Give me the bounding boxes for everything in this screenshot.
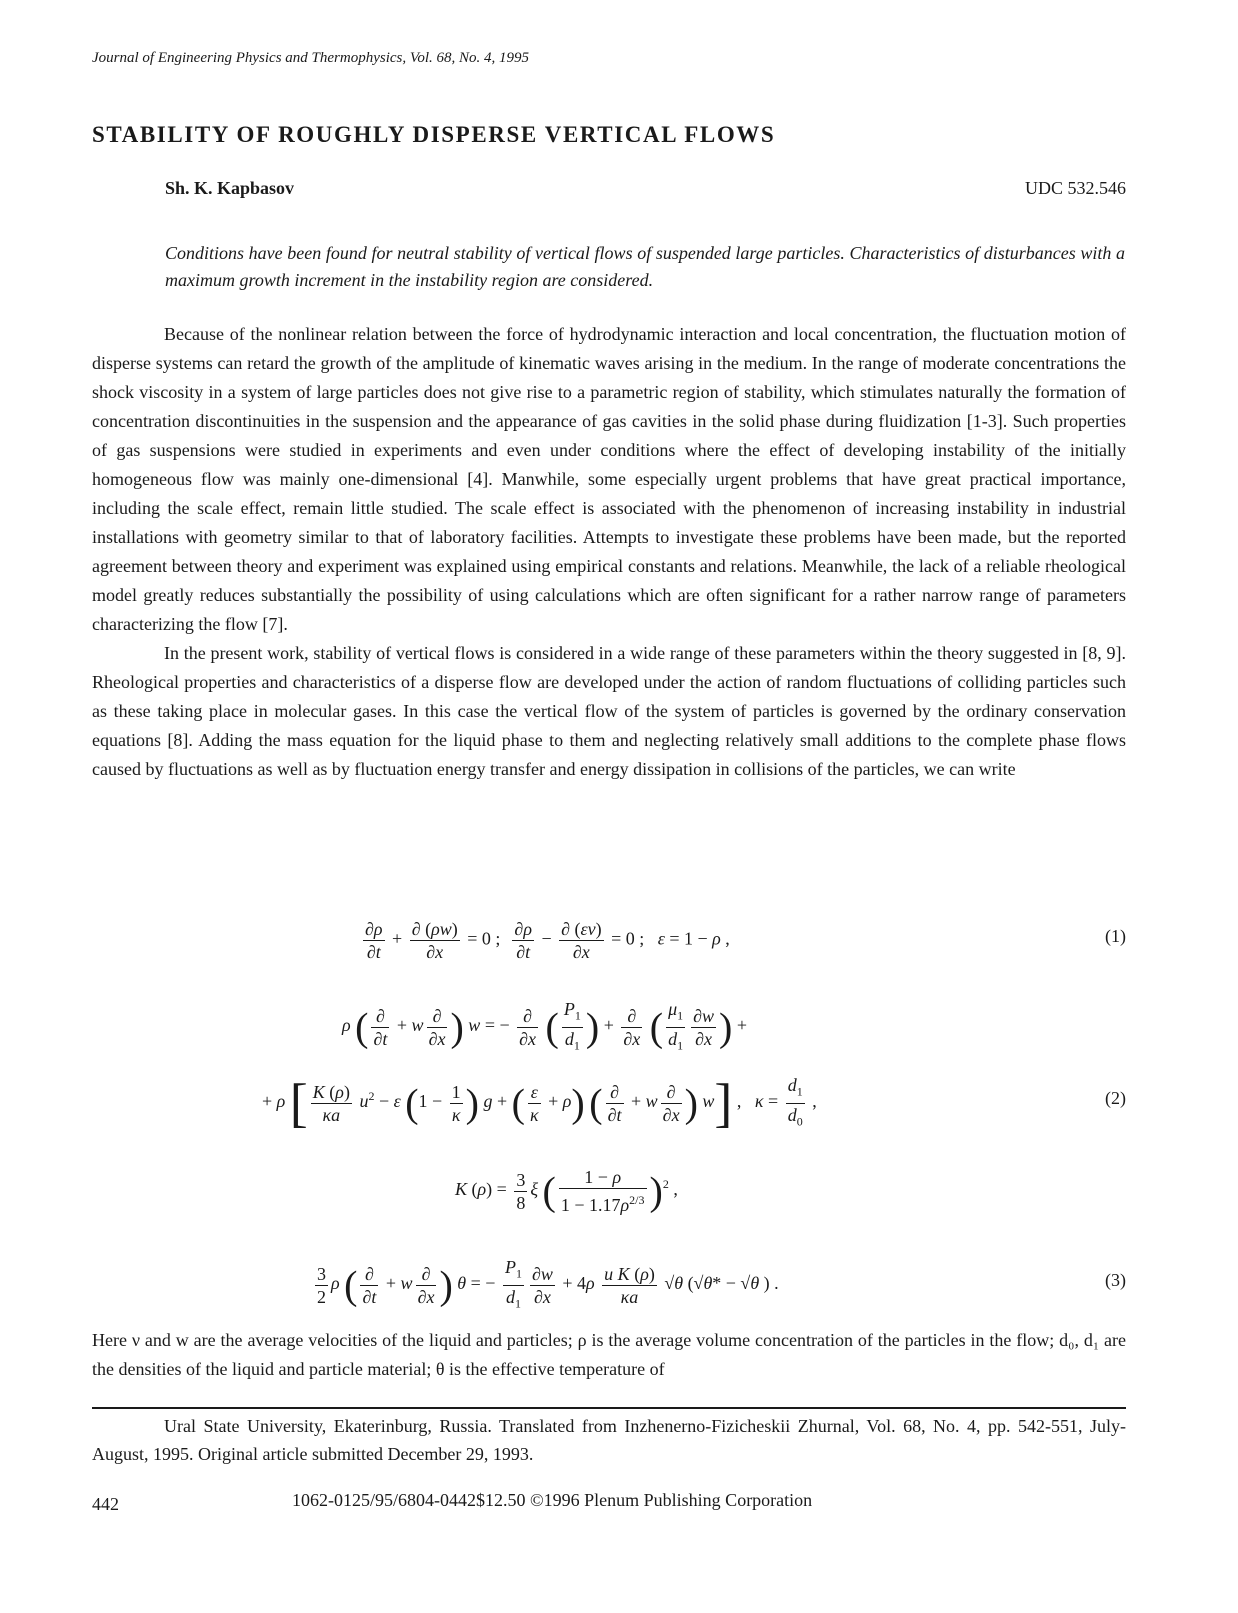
- abstract: Conditions have been found for neutral stability of vertical flows of suspended large particles. Characteristics of disturbances with a maximum growth increment in the instability region are considered.: [165, 243, 1125, 290]
- equation-2-number: (2): [1105, 1088, 1126, 1108]
- equation-k-rho: K (ρ) = $\frac{3}{8}$ ξ ( $\frac{1 - \rho}{1 - 1.17\rho^{2/3}}$ )$^2$ ,: [455, 1167, 678, 1215]
- journal-header: Journal of Engineering Physics and Thermophysics, Vol. 68, No. 4, 1995: [92, 50, 530, 66]
- equation-3-number: (3): [1105, 1270, 1126, 1290]
- equation-1: $\frac{\partial\rho}{\partial t}$ + $\frac{\partial (\rho w)}{\partial x}$ = 0 ; $\frac{\partial\rho}{\partial t}$ − $\frac{\partial (\varepsilon\nu)}{\partial x}$ = 0 ; ε = 1 − ρ ,: [365, 919, 730, 962]
- udc-code: UDC 532.546: [1024, 178, 1126, 198]
- equation-2-line-2: + ρ [ $\frac{K (\rho)}{\kappa a}$ $u^2 - \varepsilon$ (1 − $\frac{1}{\kappa}$ ) g + ( $\frac{\varepsilon}{\kappa}$ + ρ) ( $\frac{\partial}{\partial t}$ + w $\frac{\partial}{\partial x}$ ) w] , κ = $\frac{d_1}{d_0}$ ,: [262, 1073, 817, 1133]
- copyright-line: 1062-0125/95/6804-0442$12.50 ©1996 Plenum Publishing Corporation: [292, 1490, 813, 1510]
- paragraph-2: In the present work, stability of vertical flows is considered in a wide range of these parameters within the theory suggested in [8, 9]. Rheological properties and characteristics of a disperse flow are developed under the action of random fluctuations of colliding particles such as these taking place in molecular gases. In this case the vertical flow of the system of particles is governed by the ordinary conservation equations [8]. Adding the mass equation for the liquid phase to them and neglecting relatively small additions to the complete phase flows caused by fluctuations as well as by fluctuation energy transfer and energy dissipation in collisions of the particles, we can write: [92, 643, 1126, 779]
- page-number: 442: [92, 1494, 119, 1514]
- equation-3: $\frac{3}{2}$ ρ ( $\frac{\partial}{\partial t}$ + w $\frac{\partial}{\partial x}$ ) θ = − $\frac{P_1}{d_1}$ $\frac{\partial w}{\partial x}$ + 4ρ $\frac{\text{u K (ρ)}}{\kappa a}$ √θ (√θ* − √θ ) .: [317, 1257, 779, 1311]
- footnote-divider: [92, 1407, 1126, 1409]
- author-name: Sh. K. Kapbasov: [165, 178, 295, 198]
- paragraph-after-equations: Here ν and w are the average velocities of the liquid and particles; ρ is the average volume concentration of the particles in the flow; d₀, d₁ are the densities of the liquid and particle material; θ is the effective temperature of: [92, 1330, 1126, 1379]
- footnote: Ural State University, Ekaterinburg, Russia. Translated from Inzhenerno-Fizicheskii Zhurnal, Vol. 68, No. 4, pp. 542-551, July-August, 1995. Original article submitted December 29, 1993.: [92, 1416, 1126, 1464]
- article-title: STABILITY OF ROUGHLY DISPERSE VERTICAL FLOWS: [92, 122, 776, 147]
- body-text: [92, 320, 1126, 784]
- paragraph-1: Because of the nonlinear relation between the force of hydrodynamic interaction and local concentration, the fluctuation motion of disperse systems can retard the growth of the amplitude of kinematic waves arising in the medium. In the range of moderate concentrations the shock viscosity in a system of large particles does not give rise to a parametric region of stability, which stimulates naturally the formation of concentration discontinuities in the suspension and the appearance of gas cavities in the solid phase during fluidization [1-3]. Such properties of gas suspensions were studied in experiments and even under conditions where the effect of developing instability of the initially homogeneous flow was mainly one-dimensional [4]. Manwhile, some especially urgent problems that have great practical importance, including the scale effect, remain little studied. The scale effect is associated with the phenomenon of increasing instability in industrial installations with geometry similar to that of laboratory facilities. Attempts to investigate these problems have been made, but the reported agreement between theory and experiment was explained using empirical constants and relations. Meanwhile, the lack of a reliable rheological model greatly reduces substantially the possibility of using calculations which are often significant for a rather narrow range of parameters characterizing the flow [7].: [92, 324, 1126, 634]
- equation-1-number: (1): [1105, 926, 1126, 946]
- equation-2-line-1: ρ ( $\frac{\partial}{\partial t}$ + w $\frac{\partial}{\partial x}$ ) w = − $\frac{\partial}{\partial x}$ ( $\frac{P_1}{d_1}$ ) + $\frac{\partial}{\partial x}$ ( $\frac{\mu_1}{d_1}$ $\frac{\partial w}{\partial x}$ ) +: [342, 999, 748, 1053]
